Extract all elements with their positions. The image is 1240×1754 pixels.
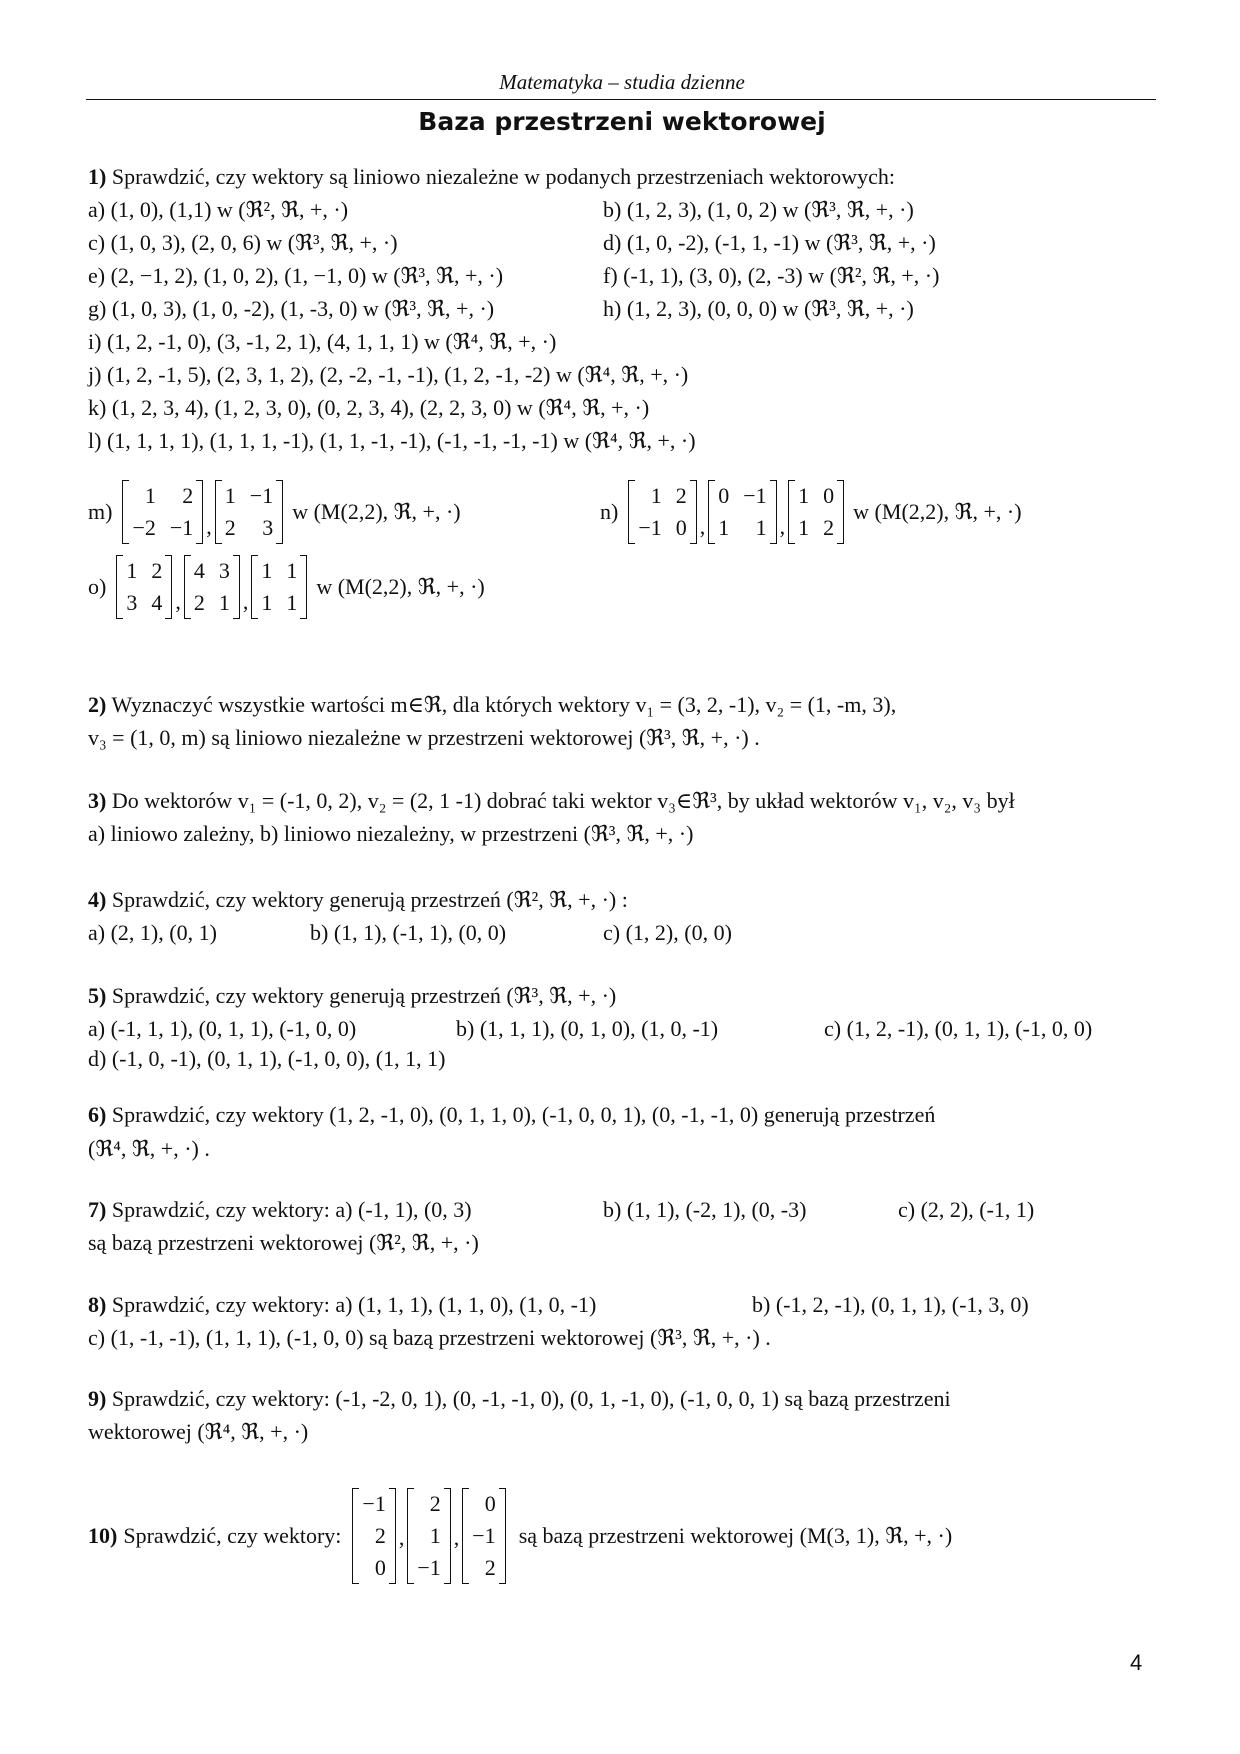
problem-number: 1): [88, 164, 107, 189]
comma: ,: [779, 514, 786, 539]
vector-entry: 0: [374, 1554, 386, 1580]
matrix-entry: 3: [218, 558, 230, 584]
problem-1n: [600, 478, 1022, 546]
problem-7c: c) (2, 2), (-1, 1): [898, 1197, 1035, 1222]
matrix-entry: 3: [126, 590, 138, 615]
problem-5b: b) (1, 1, 1), (0, 1, 0), (1, 0, -1): [456, 1016, 719, 1041]
problem-8-line-2: c) (1, -1, -1), (1, 1, 1), (-1, 0, 0) są bazą przestrzeni wektorowej (ℜ³, ℜ, +, ·) .: [88, 1325, 771, 1350]
problem-1d: d) (1, 0, -2), (-1, 1, -1) w (ℜ³, ℜ, +, ·): [603, 230, 936, 255]
matrix-entry: 3: [262, 515, 274, 540]
matrix: [184, 555, 240, 619]
problem-text: Wyznaczyć wszystkie wartości m∈ℜ, dla których wektory v₁ = (3, 2, -1), v₂ = (1, -m, 3),: [111, 692, 897, 717]
problem-number: 5): [88, 983, 107, 1008]
problem-text: Sprawdzić, czy wektory (1, 2, -1, 0), (0, 1, 1, 0), (-1, 0, 0, 1), (0, -1, -1, 0) generują przestrzeń: [111, 1102, 936, 1127]
problem-1j: j) (1, 2, -1, 5), (2, 3, 1, 2), (2, -2, -1, -1), (1, 2, -1, -2) w (ℜ⁴, ℜ, +, ·): [88, 362, 689, 387]
matrix-entry: −1: [743, 483, 767, 509]
problem-7b: b) (1, 1), (-2, 1), (0, -3): [603, 1197, 807, 1222]
matrix-entry: 1: [286, 590, 298, 615]
space-notation: w (M(2,2), ℜ, +, ·): [316, 574, 485, 599]
problem-text: Sprawdzić, czy wektory generują przestrzeń (ℜ², ℜ, +, ·) :: [111, 887, 628, 912]
vector-entry: 1: [429, 1523, 441, 1549]
comma: ,: [242, 589, 249, 614]
matrix-entry: 2: [823, 515, 835, 540]
page-title: Baza przestrzeni wektorowej: [418, 107, 826, 136]
matrix-entry: 0: [675, 515, 687, 540]
problem-9-line-2: wektorowej (ℜ⁴, ℜ, +, ·): [88, 1419, 309, 1444]
space-notation: w (M(2,2), ℜ, +, ·): [853, 499, 1022, 524]
matrix-entry: 1: [286, 558, 298, 584]
problem-5a: a) (-1, 1, 1), (0, 1, 1), (-1, 0, 0): [88, 1016, 357, 1041]
problem-6-line-2: (ℜ⁴, ℜ, +, ·) .: [88, 1136, 210, 1161]
vector-entry: −1: [472, 1523, 496, 1549]
vector-entry: −1: [362, 1491, 386, 1517]
problem-2-line-2: v₃ = (1, 0, m) są liniowo niezależne w przestrzeni wektorowej (ℜ³, ℜ, +, ·) .: [88, 725, 760, 750]
problem-text-tail: są bazą przestrzeni wektorowej (M(3, 1), ℜ, +, ·): [518, 1523, 953, 1548]
matrix-entry: 1: [261, 558, 273, 584]
problem-text: Sprawdzić, czy wektory: (-1, -2, 0, 1), (0, -1, -1, 0), (0, 1, -1, 0), (-1, 0, 0, 1) są bazą przestrzeni: [111, 1386, 951, 1411]
matrix-entry: 2: [675, 483, 687, 509]
matrix: [788, 480, 844, 544]
problem-1e: e) (2, −1, 2), (1, 0, 2), (1, −1, 0) w (ℜ³, ℜ, +, ·): [88, 263, 504, 288]
problem-number: 4): [88, 887, 107, 912]
problem-4-line-1: [88, 887, 628, 913]
header-rule: [86, 99, 1156, 100]
matrix-entry: −2: [132, 515, 156, 540]
matrix: [708, 480, 776, 544]
column-vector: [407, 1488, 450, 1584]
comma: ,: [206, 514, 212, 539]
problem-7-line-1: [88, 1197, 472, 1223]
problem-3-line-1: [88, 788, 1015, 814]
problem-1k: k) (1, 2, 3, 4), (1, 2, 3, 0), (0, 2, 3, 4), (2, 2, 3, 0) w (ℜ⁴, ℜ, +, ·): [88, 395, 650, 420]
matrix-entry: 0: [823, 483, 835, 509]
problem-text: Sprawdzić, czy wektory są liniowo niezależne w podanych przestrzeniach wektorowych:: [111, 164, 895, 189]
vector-entry: 2: [429, 1491, 441, 1517]
problem-number: 9): [88, 1386, 107, 1411]
problem-8b: b) (-1, 2, -1), (0, 1, 1), (-1, 3, 0): [752, 1292, 1029, 1317]
problem-1o: [88, 553, 485, 621]
matrix-entry: 2: [151, 558, 163, 584]
problem-number: 6): [88, 1102, 107, 1127]
matrix-entry: −1: [638, 515, 662, 540]
matrix-entry: 1: [224, 483, 236, 509]
matrix-entry: 1: [261, 590, 273, 615]
matrix-entry: 4: [151, 590, 163, 615]
page-number: 4: [1130, 1650, 1143, 1675]
problem-text: Sprawdzić, czy wektory: a) (1, 1, 1), (1, 1, 0), (1, 0, -1): [111, 1292, 597, 1317]
problem-3-line-2: a) liniowo zależny, b) liniowo niezależny, w przestrzeni (ℜ³, ℜ, +, ·): [88, 821, 694, 846]
problem-number: 2): [88, 692, 107, 717]
problem-1m: [88, 478, 461, 546]
problem-7-line-2: są bazą przestrzeni wektorowej (ℜ², ℜ, +, ·): [88, 1230, 479, 1255]
column-vector: [352, 1488, 395, 1584]
problem-1c: c) (1, 0, 3), (2, 0, 6) w (ℜ³, ℜ, +, ·): [88, 230, 398, 255]
matrix-entry: 1: [126, 558, 138, 584]
problem-number: 7): [88, 1197, 107, 1222]
vector-entry: 0: [484, 1491, 496, 1517]
matrix-entry: 2: [193, 590, 205, 615]
matrix: [251, 555, 307, 619]
problem-5c: c) (1, 2, -1), (0, 1, 1), (-1, 0, 0): [824, 1016, 1093, 1041]
comma: ,: [175, 589, 181, 614]
problem-4b: b) (1, 1), (-1, 1), (0, 0): [310, 920, 507, 945]
problem-4c: c) (1, 2), (0, 0): [603, 920, 732, 945]
problem-10: [88, 1481, 952, 1591]
comma: ,: [453, 1525, 460, 1550]
matrix-entry: 1: [798, 483, 810, 509]
problem-1b: b) (1, 2, 3), (1, 0, 2) w (ℜ³, ℜ, +, ·): [603, 197, 914, 222]
matrix-entry: 2: [224, 515, 236, 540]
vector-entry: 2: [374, 1523, 386, 1549]
problem-number: 3): [88, 788, 107, 813]
problem-text: Do wektorów v₁ = (-1, 0, 2), v₂ = (2, 1 -1) dobrać taki wektor v₃∈ℜ³, by układ wektorów v₁, v₂, v₃ był: [111, 788, 1015, 813]
item-label: o): [88, 574, 107, 599]
matrix-entry: 1: [755, 515, 767, 540]
problem-1-statement: [88, 164, 895, 190]
matrix-entry: 2: [182, 483, 194, 509]
matrix-entry: −1: [249, 483, 274, 509]
matrix-entry: 1: [798, 515, 810, 540]
problem-number: 10): [88, 1523, 118, 1548]
problem-9-line-1: [88, 1386, 951, 1412]
item-label: n): [600, 499, 619, 524]
problem-1i: i) (1, 2, -1, 0), (3, -1, 2, 1), (4, 1, 1, 1) w (ℜ⁴, ℜ, +, ·): [88, 329, 557, 354]
running-header: Matematyka – studia dzienne: [499, 70, 745, 94]
problem-text: Sprawdzić, czy wektory generują przestrzeń (ℜ³, ℜ, +, ·): [111, 983, 617, 1008]
matrix-entry: 4: [193, 558, 205, 584]
vector-entry: −1: [417, 1554, 441, 1580]
matrix-entry: 1: [218, 590, 230, 615]
problem-6-line-1: [88, 1102, 935, 1128]
matrix: [122, 480, 203, 544]
item-label: m): [88, 499, 113, 524]
problem-5d: d) (-1, 0, -1), (0, 1, 1), (-1, 0, 0), (1, 1, 1): [88, 1046, 446, 1071]
comma: ,: [398, 1525, 405, 1550]
matrix-entry: 1: [650, 483, 662, 509]
problem-5-line-1: [88, 983, 616, 1009]
problem-text: Sprawdzić, czy wektory: a) (-1, 1), (0, 3): [111, 1197, 472, 1222]
matrix-entry: 0: [718, 483, 730, 509]
problem-text: Sprawdzić, czy wektory:: [123, 1523, 342, 1548]
problem-8-line-1: [88, 1292, 596, 1318]
column-vector: [462, 1488, 505, 1584]
matrix: [116, 555, 172, 619]
problem-1h: h) (1, 2, 3), (0, 0, 0) w (ℜ³, ℜ, +, ·): [603, 296, 914, 321]
matrix-entry: 1: [718, 515, 730, 540]
space-notation: w (M(2,2), ℜ, +, ·): [292, 499, 461, 524]
vector-entry: 2: [484, 1554, 496, 1580]
problem-1g: g) (1, 0, 3), (1, 0, -2), (1, -3, 0) w (ℜ³, ℜ, +, ·): [88, 296, 495, 321]
problem-1l: l) (1, 1, 1, 1), (1, 1, 1, -1), (1, 1, -1, -1), (-1, -1, -1, -1) w (ℜ⁴, ℜ, +, ·): [88, 428, 696, 453]
problem-1a: a) (1, 0), (1,1) w (ℜ², ℜ, +, ·): [88, 197, 349, 222]
matrix-entry: 1: [144, 483, 156, 509]
problem-number: 8): [88, 1292, 107, 1317]
comma: ,: [699, 514, 706, 539]
problem-1f: f) (-1, 1), (3, 0), (2, -3) w (ℜ², ℜ, +, ·): [603, 263, 940, 288]
matrix-entry: −1: [169, 515, 194, 540]
problem-2-line-1: [88, 692, 896, 718]
problem-4a: a) (2, 1), (0, 1): [88, 920, 217, 945]
matrix: [628, 480, 696, 544]
matrix: [215, 480, 283, 544]
